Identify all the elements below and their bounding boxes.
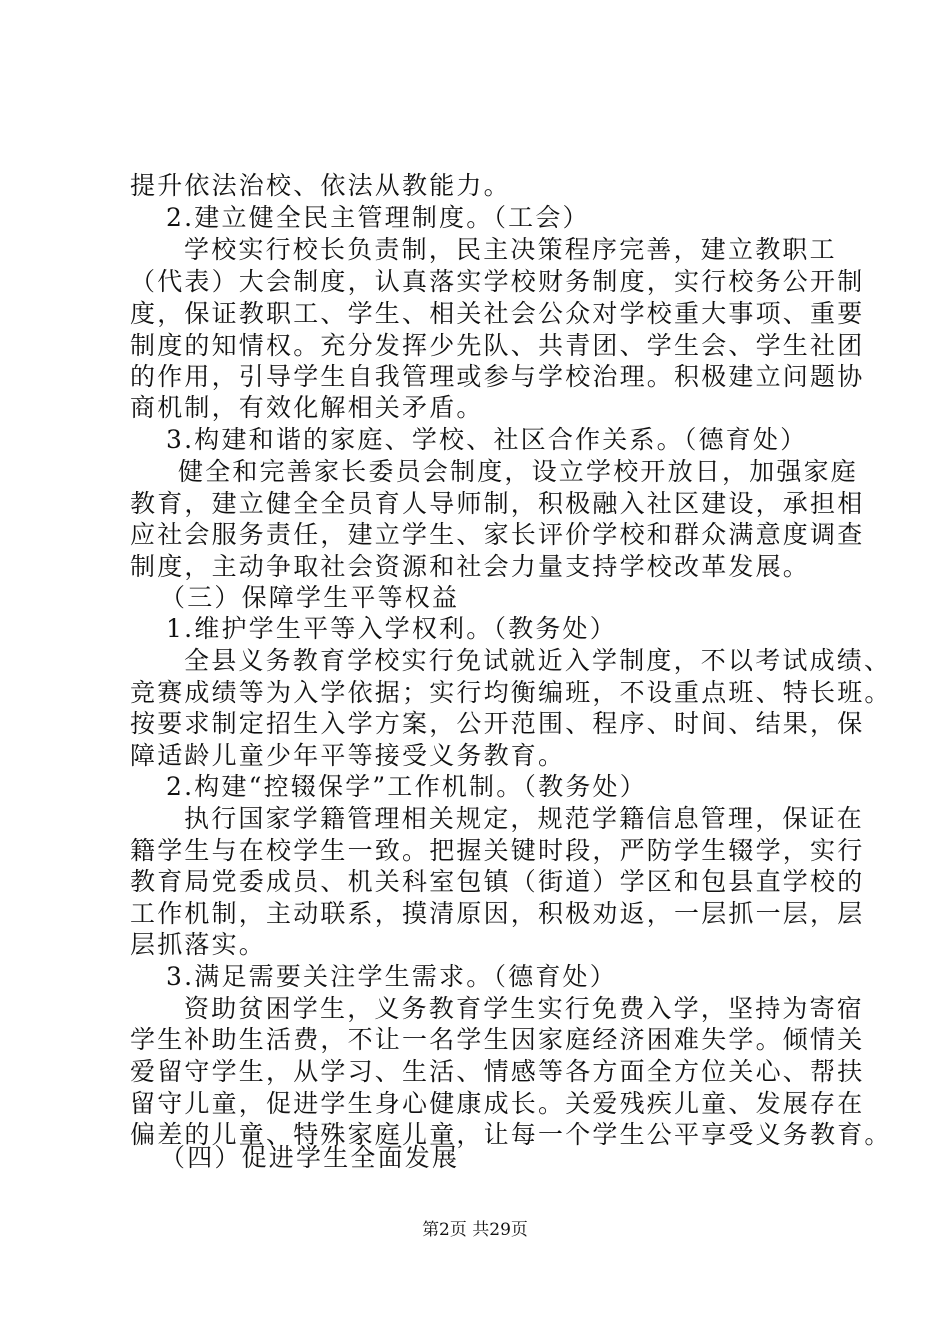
section-heading: 3.构建和谐的家庭、学校、社区合作关系。（德育处） [166,425,808,454]
text-line: 执行国家学籍管理相关规定，规范学籍信息管理，保证在 [184,804,865,833]
chapter-heading: （三）保障学生平等权益 [160,583,460,612]
text-line: 资助贫困学生，义务教育学生实行免费入学，坚持为寄宿 [184,994,865,1023]
text-line: 商机制，有效化解相关矛盾。 [130,393,484,422]
text-line: 学生补助生活费，不让一名学生因家庭经济困难失学。倾情关 [130,1025,865,1054]
text-line: 学校实行校长负责制，民主决策程序完善，建立教职工 [184,235,837,264]
text-line: 全县义务教育学校实行免试就近入学制度，不以考试成绩、 [184,646,892,675]
text-line: 教育，建立健全全员育人导师制，积极融入社区建设，承担相 [130,489,865,518]
text-line: 留守儿童，促进学生身心健康成长。关爱残疾儿童、发展存在 [130,1089,865,1118]
text-line: 偏差的儿童、特殊家庭儿童，让每一个学生公平享受义务教育。 [130,1120,892,1149]
page-number: 第2页 共29页 [422,1220,528,1240]
text-line: 竞赛成绩等为入学依据；实行均衡编班，不设重点班、特长班。 [130,678,892,707]
text-line: 健全和完善家长委员会制度，设立学校开放日，加强家庭 [178,457,859,486]
text-line: 度，保证教职工、学生、相关社会公众对学校重大事项、重要 [130,299,865,328]
chapter-heading: （四）促进学生全面发展 [160,1143,460,1172]
section-heading: 2.建立健全民主管理制度。（工会） [166,203,590,232]
section-heading: 3.满足需要关注学生需求。（德育处） [166,962,617,991]
text-line: 按要求制定招生入学方案，公开范围、程序、时间、结果，保 [130,709,865,738]
text-line: 的作用，引导学生自我管理或参与学校治理。积极建立问题协 [130,362,865,391]
section-heading: 2.构建“控辍保学”工作机制。（教务处） [166,772,647,801]
text-line: 提升依法治校、依法从教能力。 [130,171,511,200]
text-line: 工作机制，主动联系，摸清原因，积极劝返，一层抓一层，层 [130,899,865,928]
text-line: 教育局党委成员、机关科室包镇（街道）学区和包县直学校的 [130,867,865,896]
text-line: 爱留守学生，从学习、生活、情感等各方面全方位关心、帮扶 [130,1057,865,1086]
text-line: 制度的知情权。充分发挥少先队、共青团、学生会、学生社团 [130,331,865,360]
text-line: （代表）大会制度，认真落实学校财务制度，实行校务公开制 [130,267,865,296]
section-heading: 1.维护学生平等入学权利。（教务处） [166,614,617,643]
text-line: 障适龄儿童少年平等接受义务教育。 [130,741,566,770]
text-line: 籍学生与在校学生一致。把握关键时段，严防学生辍学，实行 [130,836,865,865]
text-line: 层抓落实。 [130,930,267,959]
text-line: 制度，主动争取社会资源和社会力量支持学校改革发展。 [130,552,811,581]
text-line: 应社会服务责任，建立学生、家长评价学校和群众满意度调查 [130,520,865,549]
